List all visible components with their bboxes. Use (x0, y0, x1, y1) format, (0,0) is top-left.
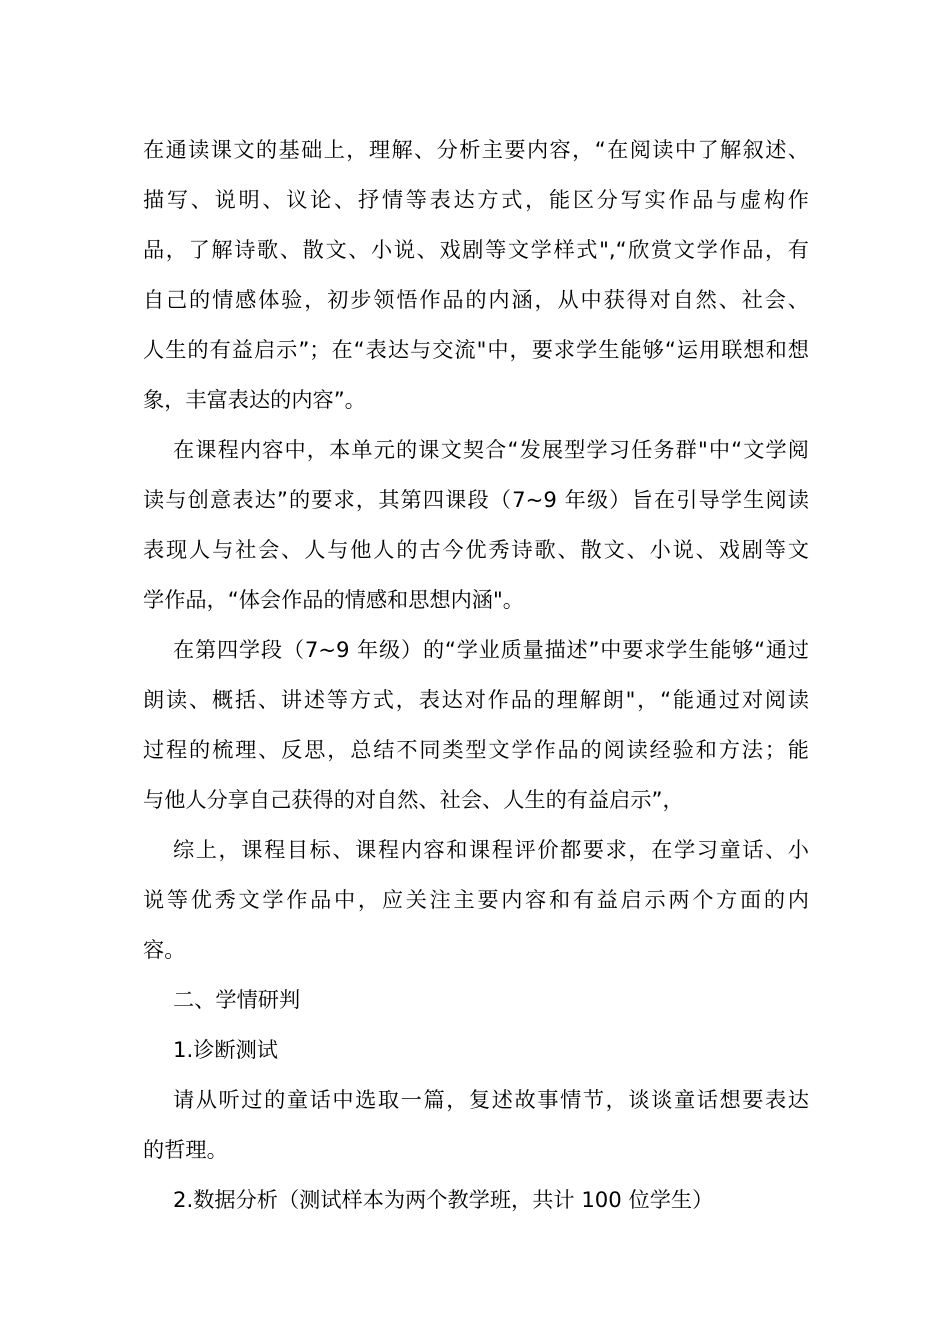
document-page (143, 125, 809, 1225)
paragraph-curriculum-content (143, 425, 809, 625)
text-line: 象，丰富表达的内容”。 (143, 387, 366, 412)
text-line: 人生的有益启示”；在“表达与交流"中，要求学生能够“运用联想和想 (143, 337, 809, 362)
text-line: 在第四学段（7~9 年级）的“学业质量描述”中要求学生能够“通过 (173, 637, 809, 662)
text-line: 表现人与社会、人与他人的古今优秀诗歌、散文、小说、戏剧等文 (143, 537, 809, 562)
text-line: 请从听过的童话中选取一篇，复述故事情节，谈谈童话想要表达 (173, 1087, 809, 1112)
paragraph-summary (143, 825, 809, 975)
text-line: 综上，课程目标、课程内容和课程评价都要求，在学习童话、小 (173, 837, 809, 862)
text-line: 二、学情研判 (173, 987, 301, 1012)
text-line: 2.数据分析（测试样本为两个教学班，共计 100 位学生） (173, 1187, 714, 1212)
section-heading-student-analysis (143, 975, 809, 1025)
text-line: 自己的情感体验，初步领悟作品的内涵，从中获得对自然、社会、 (143, 287, 809, 312)
paragraph-quality-description (143, 625, 809, 825)
text-line: 朗读、概括、讲述等方式，表达对作品的理解朗"，“能通过对阅读 (143, 687, 809, 712)
text-line: 在通读课文的基础上，理解、分析主要内容，“在阅读中了解叙述、 (143, 137, 809, 162)
text-line: 过程的梳理、反思，总结不同类型文学作品的阅读经验和方法；能 (143, 737, 809, 762)
text-line: 描写、说明、议论、抒情等表达方式，能区分写实作品与虚构作 (143, 187, 809, 212)
text-line: 的哲理。 (143, 1137, 228, 1162)
text-line: 品，了解诗歌、散文、小说、戏剧等文学样式",“欣赏文学作品，有 (143, 237, 809, 262)
text-line: 读与创意表达”的要求，其第四课段（7~9 年级）旨在引导学生阅读 (143, 487, 809, 512)
paragraph-curriculum-goals (143, 125, 809, 425)
text-line: 容。 (143, 937, 186, 962)
text-line: 1.诊断测试 (173, 1037, 278, 1062)
paragraph-test-prompt (143, 1075, 809, 1175)
text-line: 学作品，“体会作品的情感和思想内涵"。 (143, 587, 524, 612)
text-line: 说等优秀文学作品中，应关注主要内容和有益启示两个方面的内 (143, 887, 809, 912)
text-line: 在课程内容中，本单元的课文契合“发展型学习任务群"中“文学阅 (173, 437, 809, 462)
text-line: 与他人分享自己获得的对自然、社会、人生的有益启示”， (143, 787, 684, 812)
subheading-diagnostic-test (143, 1025, 809, 1075)
subheading-data-analysis (143, 1175, 809, 1225)
